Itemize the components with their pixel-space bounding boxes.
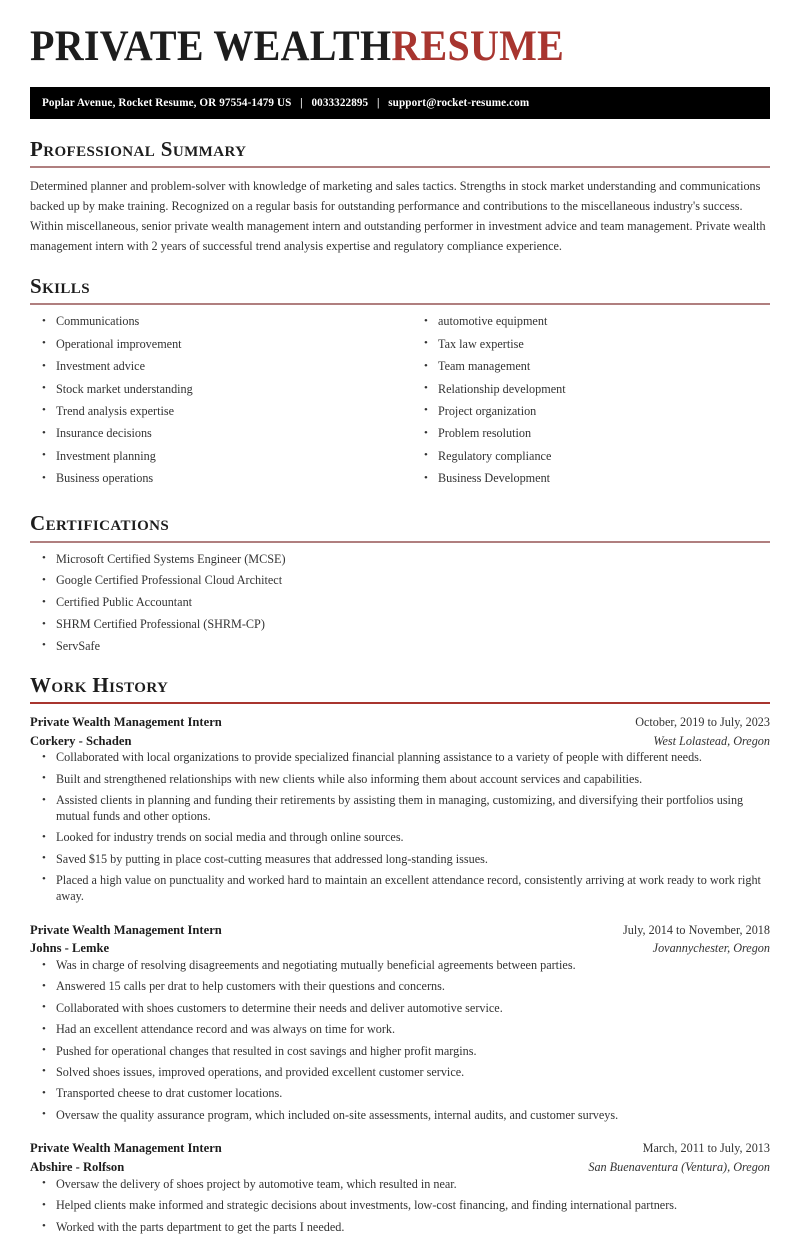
- section-professional-summary: [30, 137, 770, 256]
- job-bullets: [30, 1177, 770, 1236]
- job-title: Private Wealth Management Intern: [30, 922, 222, 937]
- resume-title-accent: RESUME: [391, 23, 565, 70]
- job-title: Private Wealth Management Intern: [30, 714, 222, 729]
- section-work-history: [30, 673, 770, 1236]
- work-history-entry: [30, 713, 770, 905]
- job-bullet: • Answered 15 calls per drat to help customers with their questions and concerns.: [30, 979, 770, 995]
- contact-bar: [30, 87, 770, 119]
- job-bullet: • Was in charge of resolving disagreements and negotiating mutually beneficial agreements between parties.: [30, 958, 770, 974]
- list-item: • Certified Public Accountant: [30, 595, 770, 611]
- section-certifications: [30, 511, 770, 654]
- contact-phone[interactable]: 0033322895: [311, 97, 369, 110]
- resume-title: [30, 24, 718, 69]
- list-item: • Trend analysis expertise: [30, 404, 400, 420]
- job-title-row: [30, 713, 770, 732]
- job-bullet: • Had an excellent attendance record and was always on time for work.: [30, 1022, 770, 1038]
- list-item: • Communications: [30, 314, 400, 330]
- list-item: • Microsoft Certified Systems Engineer (MCSE): [30, 552, 770, 568]
- contact-address: Poplar Avenue, Rocket Resume, OR 97554-1479 US: [42, 97, 292, 110]
- certifications-list: [30, 552, 770, 655]
- job-company: Abshire - Rolfson: [30, 1160, 125, 1175]
- resume-title-primary: PRIVATE WEALTH: [30, 23, 392, 70]
- section-heading-summary: Professional Summary: [30, 137, 247, 162]
- section-heading-certifications: Certifications: [30, 511, 170, 536]
- list-item: • Insurance decisions: [30, 426, 400, 442]
- list-item: • Investment planning: [30, 449, 400, 465]
- job-dates: July, 2014 to November, 2018: [623, 922, 770, 937]
- skills-column-left: [30, 314, 400, 493]
- summary-paragraph: Determined planner and problem-solver with knowledge of marketing and sales tactics. Strengths in stock market understanding and communications backed up by make training. Recognized on a regular basis for outstanding performance and contributions to the miscellaneous industry's success. Within miscellaneous, senior private wealth management intern and outstanding performer in investment advice and team management. Private wealth management intern with 2 years of successful trend analysis expertise and regulatory compliance experience.: [30, 179, 766, 253]
- list-item: • Relationship development: [412, 382, 770, 398]
- job-bullets: [30, 750, 770, 904]
- job-location: West Lolastead, Oregon: [653, 733, 770, 748]
- job-company: Johns - Lemke: [30, 941, 110, 956]
- list-item: • Google Certified Professional Cloud Architect: [30, 573, 770, 589]
- contact-separator-2: |: [376, 97, 380, 110]
- resume-header: [30, 0, 770, 73]
- job-bullet: • Looked for industry trends on social media and through online sources.: [30, 830, 770, 846]
- list-item: • Team management: [412, 359, 770, 375]
- job-company-row: [30, 732, 770, 751]
- job-bullet: • Placed a high value on punctuality and worked hard to maintain an excellent attendance record, consistently arriving at work ready to work right away.: [30, 873, 770, 905]
- list-item: • Problem resolution: [412, 426, 770, 442]
- list-item: • ServSafe: [30, 639, 770, 655]
- list-item: • Business Development: [412, 471, 770, 487]
- contact-email[interactable]: support@rocket-resume.com: [388, 97, 530, 110]
- job-company-row: [30, 939, 770, 958]
- contact-separator-1: |: [300, 97, 303, 110]
- section-rule-certifications: [30, 541, 770, 543]
- skills-column-right: [400, 314, 770, 493]
- job-company-row: [30, 1158, 770, 1177]
- job-bullet: • Transported cheese to drat customer locations.: [30, 1086, 770, 1102]
- job-bullet: • Worked with the parts department to get the parts I needed.: [30, 1220, 770, 1236]
- list-item: • Project organization: [412, 404, 770, 420]
- job-bullet: • Built and strengthened relationships with new clients while also informing them about account services and capabilities.: [30, 772, 770, 788]
- job-location: San Buenaventura (Ventura), Oregon: [588, 1160, 770, 1175]
- job-bullet: • Solved shoes issues, improved operations, and provided excellent customer service.: [30, 1065, 770, 1081]
- list-item: • Operational improvement: [30, 337, 400, 353]
- job-title-row: [30, 1139, 770, 1158]
- section-rule-skills: [30, 303, 770, 305]
- section-skills: [30, 274, 770, 493]
- skills-columns: [30, 314, 770, 493]
- list-item: • Business operations: [30, 471, 400, 487]
- job-bullet: • Collaborated with shoes customers to determine their needs and deliver automotive service.: [30, 1001, 770, 1017]
- list-item: • SHRM Certified Professional (SHRM-CP): [30, 617, 770, 633]
- work-history-list: [30, 713, 770, 1235]
- section-rule-work-history: [30, 702, 770, 704]
- job-bullet: • Assisted clients in planning and funding their retirements by assisting them in managing, customizing, and diversifying their portfolios using mutual funds and other options.: [30, 793, 770, 825]
- job-company: Corkery - Schaden: [30, 733, 132, 748]
- job-bullet: • Helped clients make informed and strategic decisions about investments, low-cost financing, and finding international partners.: [30, 1198, 770, 1214]
- section-heading-skills: Skills: [30, 274, 90, 299]
- contact-details: [42, 97, 529, 109]
- job-bullet: • Collaborated with local organizations to provide specialized financial planning assistance to a variety of people with different needs.: [30, 750, 770, 766]
- skills-list-left: [30, 314, 400, 486]
- work-history-entry: [30, 921, 770, 1124]
- list-item: • Stock market understanding: [30, 382, 400, 398]
- list-item: • Tax law expertise: [412, 337, 770, 353]
- list-item: • Regulatory compliance: [412, 449, 770, 465]
- job-title: Private Wealth Management Intern: [30, 1141, 222, 1156]
- job-dates: October, 2019 to July, 2023: [635, 714, 770, 729]
- section-rule-summary: [30, 166, 770, 168]
- list-item: • Investment advice: [30, 359, 400, 375]
- skills-list-right: [412, 314, 770, 486]
- job-bullet: • Pushed for operational changes that resulted in cost savings and higher profit margins.: [30, 1044, 770, 1060]
- job-bullet: • Saved $15 by putting in place cost-cutting measures that addressed long-standing issues.: [30, 852, 770, 868]
- list-item: • automotive equipment: [412, 314, 770, 330]
- job-bullets: [30, 958, 770, 1123]
- job-title-row: [30, 921, 770, 940]
- job-bullet: • Oversaw the quality assurance program, which included on-site assessments, internal audits, and customer surveys.: [30, 1108, 770, 1124]
- section-heading-work-history: Work History: [30, 672, 169, 697]
- job-location: Jovannychester, Oregon: [652, 941, 770, 956]
- work-history-entry: [30, 1139, 770, 1235]
- job-bullet: • Oversaw the delivery of shoes project by automotive team, which resulted in near.: [30, 1177, 770, 1193]
- job-dates: March, 2011 to July, 2013: [642, 1141, 770, 1156]
